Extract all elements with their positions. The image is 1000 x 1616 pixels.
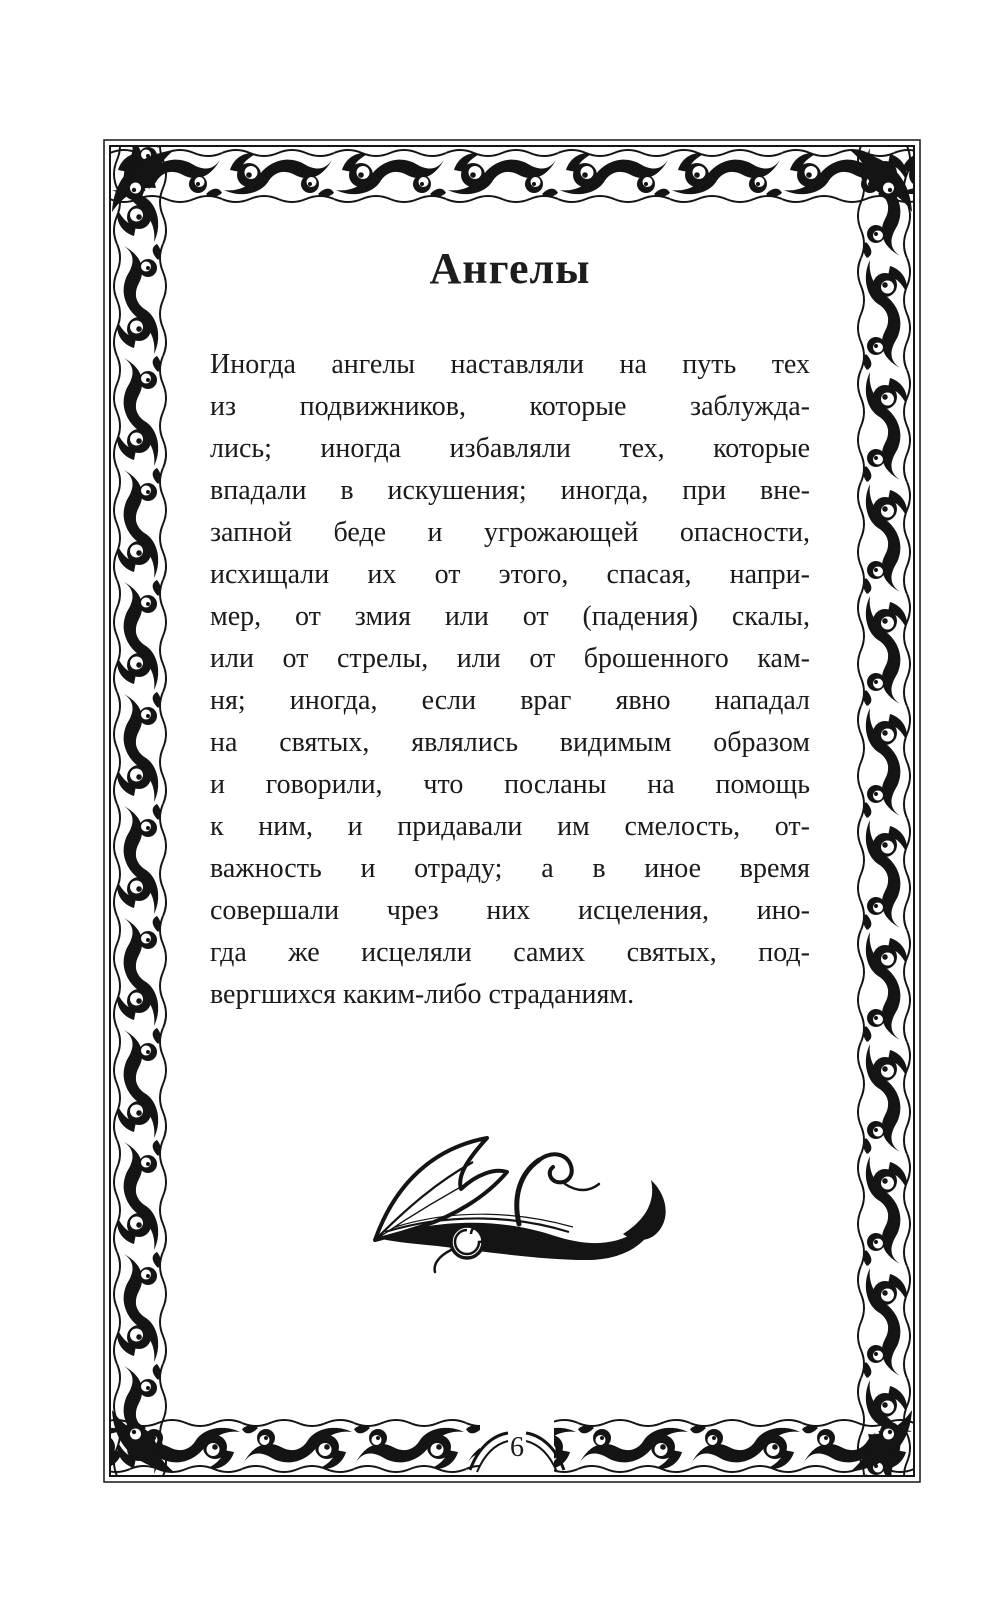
border-band-right [854, 146, 914, 1476]
body-line: из подвижников, которые заблужда- [210, 391, 810, 422]
body-line: впадали в искушения; иногда, при вне- [210, 475, 810, 506]
page-number: 6 [510, 1432, 524, 1463]
corner-ornament-bottom-left [112, 1410, 174, 1472]
floral-flourish-ornament [367, 1112, 667, 1277]
body-line: или от стрелы, или от брошенного кам- [210, 643, 810, 674]
body-text [210, 344, 810, 1016]
corner-ornament-top-right [850, 150, 912, 212]
body-line: на святых, являлись видимым образом [210, 727, 810, 758]
corner-ornament-top-left [112, 150, 174, 212]
border-band-left [110, 146, 170, 1476]
body-line: мер, от змия или от (падения) скалы, [210, 601, 810, 632]
body-line: к ним, и придавали им смелость, от- [210, 811, 810, 842]
body-line: важность и отраду; а в иное время [210, 853, 810, 884]
body-line: вергшихся каким-либо страданиям. [210, 979, 635, 1010]
body-line: совершали чрез них исцеления, ино- [210, 895, 810, 926]
body-line: ня; иногда, если враг явно нападал [210, 685, 810, 716]
body-line: исхищали их от этого, спасая, напри- [210, 559, 810, 590]
body-line: и говорили, что посланы на помощь [210, 769, 810, 800]
body-line: запной беде и угрожающей опасности, [210, 517, 810, 548]
body-line: гда же исцеляли самих святых, под- [210, 937, 810, 968]
body-line: лись; иногда избавляли тех, которые [210, 433, 810, 464]
chapter-title: Ангелы [429, 244, 591, 293]
corner-ornament-bottom-right [850, 1410, 912, 1472]
body-line: Иногда ангелы наставляли на путь тех [210, 349, 810, 380]
border-band-top [110, 146, 914, 206]
